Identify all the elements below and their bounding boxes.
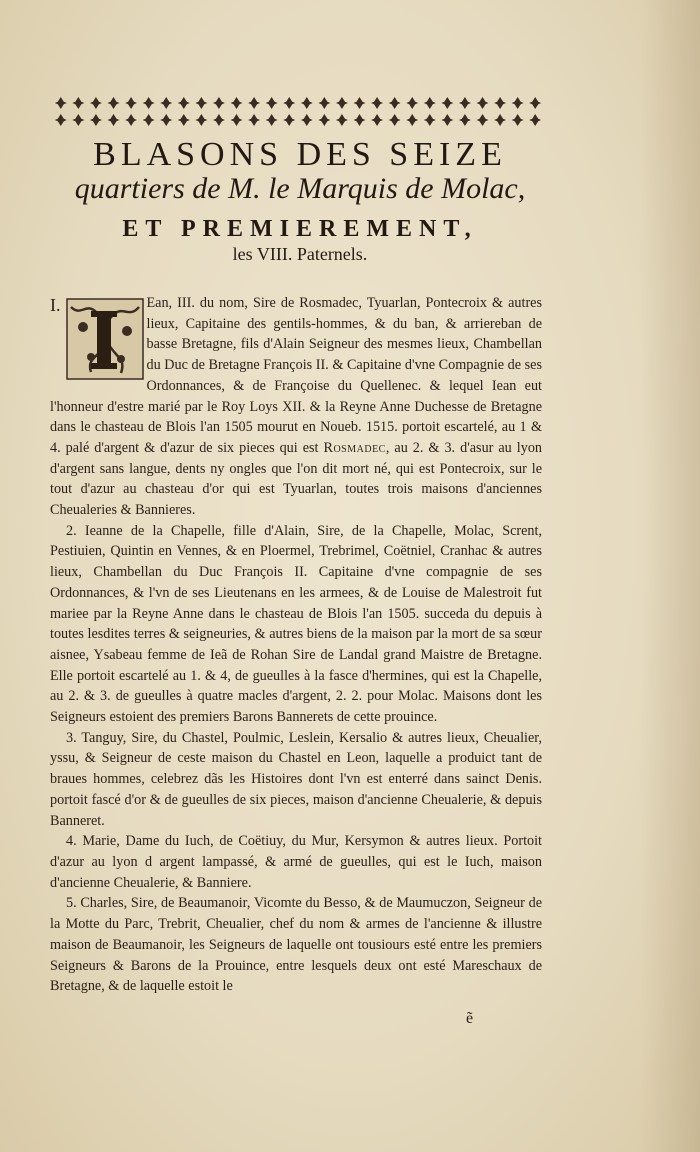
paragraph-1 xyxy=(50,293,542,521)
fleuron-icon xyxy=(459,114,471,126)
fleuron-icon xyxy=(90,114,102,126)
signature-mark: ẽ xyxy=(466,1010,474,1027)
fleuron-icon xyxy=(459,97,471,109)
fleuron-icon xyxy=(354,97,366,109)
paragraph-1-ending: , au 2. & 3. d'asur au lyon d'argent sans langue, dents ny ongles que l'on dit mort né, qui est Pontecroix, sur le tout d'azur au chasteau d'or qui est Tyuarlan, toutes trois maisons d'anciennes Cheualeries & Bannieres. xyxy=(50,439,543,519)
fleuron-icon xyxy=(90,97,102,109)
paragraph-3: 3. Tanguy, Sire, du Chastel, Poulmic, Leslein, Kersalio & autres lieux, Cheualier, yssu, & Seigneur de ceste maison du Chastel en Leon, laquelle a produict tant de braues hommes, celebrez dãs les Histoires dont l'vn est enterré dans sainct Denis. portoit fascé d'or & de gueulles de six pieces, maison d'ancienne Cheualerie, & depuis Banneret. xyxy=(50,729,542,829)
house-name-rosmadec: Rosmadec xyxy=(323,439,386,456)
page-edge-shadow xyxy=(640,0,700,1152)
decorative-fleuron-band xyxy=(52,94,544,130)
fleuron-icon xyxy=(529,114,541,126)
fleuron-icon xyxy=(336,97,348,109)
fleuron-icon xyxy=(494,114,506,126)
fleuron-icon xyxy=(72,114,84,126)
fleuron-icon xyxy=(248,97,260,109)
fleuron-icon xyxy=(529,97,541,109)
paragraph-2: 2. Ieanne de la Chapelle, fille d'Alain, Sire, de la Chapelle, Molac, Scrent, Pestiuien, Quintin en Vennes, & en Ploermel, Trebrimel, Coëtniel, Cranhac & autres lieux, Chambellan du Duc François II. Capitaine d'vne compagnie de ses Ordonnances, & l'vn de ses Lieutenans en les armees, & de Louise de Malestroit fut mariee par la Reyne Anne dans le chasteau de Blois l'an 1505. succeda du depuis à toutes lesdites terres & seigneuries, & autres biens de la maison par la mort de sa sœur aisnee, Ysabeau femme de Ieã de Rohan Sire de Landal grand Maistre de Bretagne. Elle portoit escartelé au 1. & 4, de gueulles à la fasce d'hermines, qui est la Chapelle, au 2. & 3. de gueulles à quatre macles d'argent, 2. 2. pour Molac. Maisons dont les Seigneurs estoient des premiers Barons Bannerets de cette prouince. xyxy=(50,522,542,726)
fleuron-icon xyxy=(494,97,506,109)
fleuron-icon xyxy=(108,97,120,109)
fleuron-icon xyxy=(195,97,207,109)
fleuron-icon xyxy=(336,114,348,126)
fleuron-icon xyxy=(213,114,225,126)
fleuron-icon xyxy=(512,114,524,126)
paragraph-4: 4. Marie, Dame du Iuch, de Coëtiuy, du Mur, Kersymon & autres lieux. Portoit d'azur au lyon d argent lampassé, & armé de gueulles, qui est le Iuch, maison d'ancienne Cheualerie, & Banniere. xyxy=(50,833,542,891)
fleuron-icon xyxy=(266,114,278,126)
fleuron-icon xyxy=(72,97,84,109)
fleuron-icon xyxy=(178,114,190,126)
fleuron-icon xyxy=(406,114,418,126)
fleuron-icon xyxy=(441,114,453,126)
fleuron-icon xyxy=(55,114,67,126)
fleuron-icon xyxy=(406,97,418,109)
fleuron-icon xyxy=(231,97,243,109)
paragraph-1-text: Ean, III. du nom, Sire de Rosmadec, Tyuarlan, Pontecroix & autres lieux, Capitaine des gentils-hommes, & du ban, & arriereban de basse Bretagne, fils d'Alain Seigneur des mesmes lieux, Chambellan du Duc de Bretagne François II. & Capitaine d'vne Compagnie de ses Ordonnances, & de Françoise du Quellenec. & lequel Iean eut l'honneur d'estre marié par le Roy Loys XII. & la Reyne Anne Duchesse de Bretagne dans le chasteau de Blois l'an 1505 mourut en Noueb. 1515. portoit escartelé, au 1 & 4. palé d'argent & d'azur de six pieces qui est xyxy=(50,295,542,456)
fleuron-icon xyxy=(512,97,524,109)
fleuron-icon xyxy=(108,114,120,126)
fleuron-icon xyxy=(301,97,313,109)
fleuron-icon xyxy=(301,114,313,126)
fleuron-icon xyxy=(354,114,366,126)
fleuron-icon xyxy=(248,114,260,126)
fleuron-icon xyxy=(318,97,330,109)
fleuron-icon xyxy=(389,114,401,126)
fleuron-icon xyxy=(371,114,383,126)
fleuron-icon xyxy=(477,97,489,109)
page-subtitle: quartiers de M. le Marquis de Molac, xyxy=(74,172,526,205)
fleuron-icon xyxy=(318,114,330,126)
fleuron-icon xyxy=(424,114,436,126)
fleuron-icon xyxy=(424,97,436,109)
fleuron-icon xyxy=(231,114,243,126)
fleuron-icon xyxy=(283,97,295,109)
decorated-initial-i-icon xyxy=(61,297,147,381)
entry-number: I. xyxy=(50,295,61,315)
fleuron-icon xyxy=(125,97,137,109)
fleuron-icon xyxy=(213,97,225,109)
fleuron-icon xyxy=(441,97,453,109)
fleuron-icon xyxy=(55,97,67,109)
fleuron-icon xyxy=(195,114,207,126)
fleuron-icon xyxy=(371,97,383,109)
fleuron-icon xyxy=(178,97,190,109)
fleuron-icon xyxy=(266,97,278,109)
section-subheading: les VIII. Paternels. xyxy=(232,244,368,264)
fleuron-icon xyxy=(143,97,155,109)
main-text xyxy=(50,293,542,997)
fleuron-icon xyxy=(143,114,155,126)
fleuron-icon xyxy=(477,114,489,126)
fleuron-icon xyxy=(160,97,172,109)
fleuron-icon xyxy=(389,97,401,109)
fleuron-icon xyxy=(283,114,295,126)
section-heading: ET PREMIEREMENT, xyxy=(122,216,478,242)
page-title: BLASONS DES SEIZE xyxy=(93,136,507,173)
fleuron-icon xyxy=(125,114,137,126)
paragraph-5: 5. Charles, Sire, de Beaumanoir, Vicomte du Besso, & de Maumuczon, Seigneur de la Motte du Parc, Trebrit, Cheualier, chef du nom & armes de l'ancienne & illustre maison de Beaumanoir, les Seigneurs de laquelle ont tousiours esté entre les premiers Seigneurs & Barons de la Prouince, entre lesquels deux ont esté Mareschaux de Bretagne, & de laquelle estoit le xyxy=(50,895,542,995)
fleuron-icon xyxy=(160,114,172,126)
